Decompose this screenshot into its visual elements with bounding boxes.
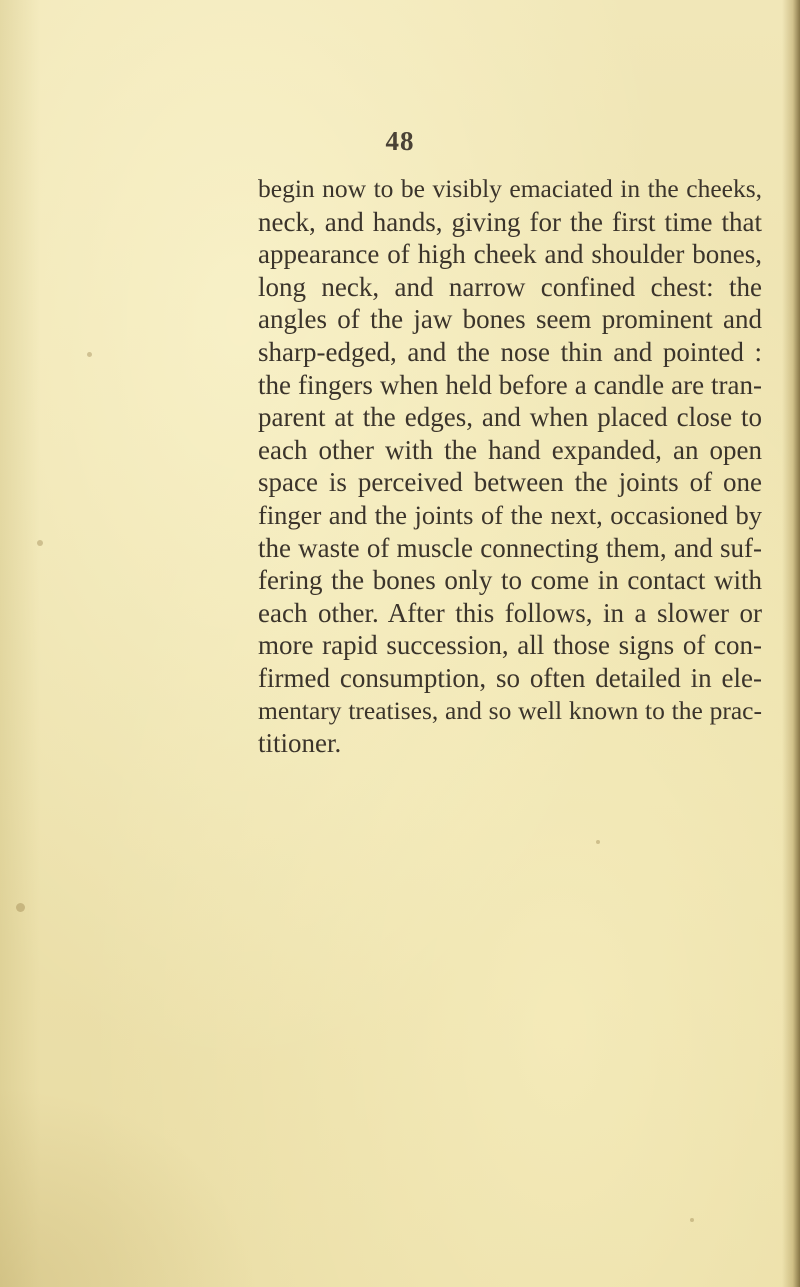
text-line: each other with the hand expanded, an open	[258, 434, 762, 465]
text-line: angles of the jaw bones seem prominent and	[258, 304, 762, 335]
text-line: space is perceived between the joints of one	[258, 467, 762, 498]
text-line: sharp-edged, and the nose thin and pointed :	[258, 336, 762, 367]
paper-spot	[37, 540, 43, 546]
text-line: begin now to be visibly emaciated in the cheeks,	[258, 174, 762, 203]
page-number: 48	[385, 126, 415, 156]
text-line: neck, and hands, giving for the first time that	[258, 206, 762, 237]
paper-spot	[16, 903, 25, 912]
text-line: firmed consumption, so often detailed in ele-	[258, 662, 762, 693]
body-text	[258, 173, 762, 760]
text-line: more rapid succession, all those signs of con-	[258, 630, 762, 661]
text-line: each other. After this follows, in a slower or	[258, 597, 762, 628]
paper-spot	[87, 352, 92, 357]
text-line: the waste of muscle connecting them, and suf-	[258, 532, 762, 563]
page-corner-stain	[0, 1087, 260, 1287]
page-right-edge-shadow	[782, 0, 800, 1287]
text-line: long neck, and narrow confined chest: the	[258, 271, 762, 302]
text-line: the fingers when held before a candle are tran-	[258, 369, 762, 400]
paper-spot	[690, 1218, 694, 1222]
text-line: appearance of high cheek and shoulder bones,	[258, 239, 762, 270]
text-line: finger and the joints of the next, occasioned by	[258, 499, 762, 530]
text-line: mentary treatises, and so well known to the prac-	[258, 695, 762, 725]
text-line: fering the bones only to come in contact with	[258, 565, 762, 596]
paper-spot	[596, 840, 600, 844]
text-line: parent at the edges, and when placed close to	[258, 402, 762, 433]
text-line: titioner.	[258, 728, 342, 759]
